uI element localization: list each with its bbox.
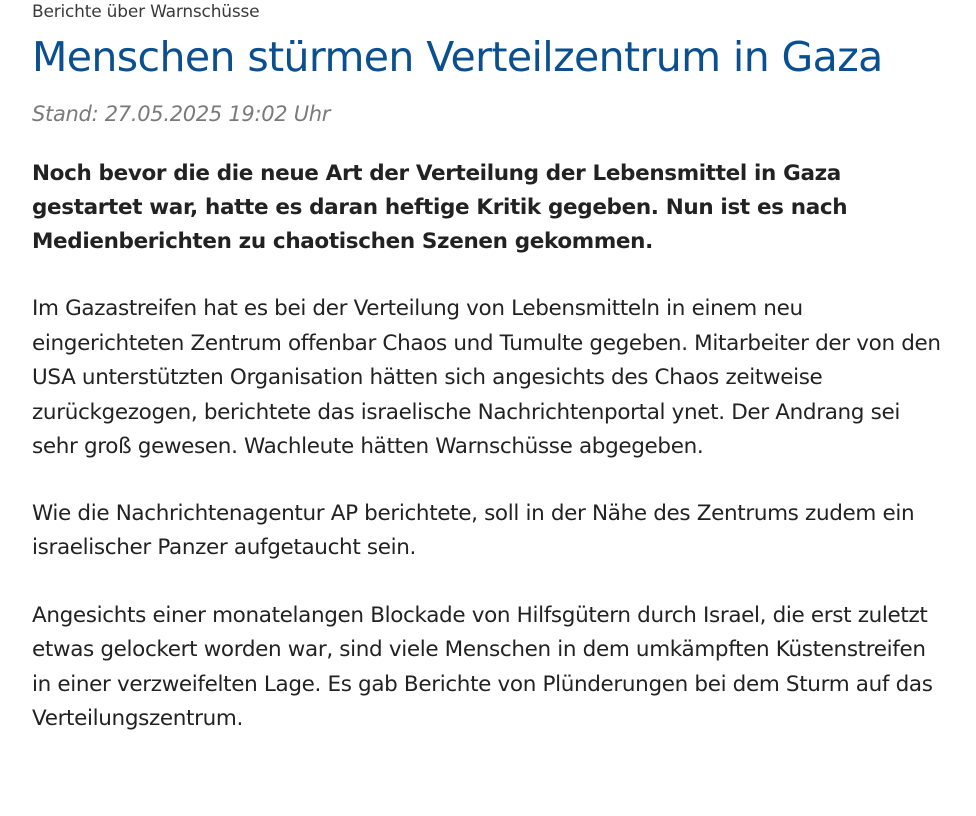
article-paragraph: Angesichts einer monatelangen Blockade von Hilfsgütern durch Israel, die erst zuletzt etwas gelockert worden war, sind viele Menschen in dem umkämpften Küstenstreifen in einer verzweifelten Lage. Es gab Berichte von Plünderungen bei dem Sturm auf das Verteilungszentrum. bbox=[32, 602, 933, 731]
article-headline: Menschen stürmen Verteilzentrum in Gaza bbox=[32, 33, 883, 81]
article-dateline: Stand: 27.05.2025 19:02 Uhr bbox=[32, 102, 331, 126]
article-lead: Noch bevor die die neue Art der Verteilung der Lebensmittel in Gaza gestartet war, hatte es daran heftige Kritik gegeben. Nun ist es nach Medienberichten zu chaotischen Szenen gekommen. bbox=[32, 161, 848, 254]
article-kicker: Berichte über Warnschüsse bbox=[32, 2, 260, 22]
article-paragraph: Wie die Nachrichtenagentur AP berichtete, soll in der Nähe des Zentrums zudem ein israelischer Panzer aufgetaucht sein. bbox=[32, 500, 915, 560]
article bbox=[32, 0, 952, 737]
article-paragraph: Im Gazastreifen hat es bei der Verteilung von Lebensmitteln in einem neu eingerichteten Zentrum offenbar Chaos und Tumulte gegeben. Mitarbeiter der von den USA unterstützten Organisation hätten sich angesichts des Chaos zeitweise zurückgezogen, berichtete das israelische Nachrichtenportal ynet. Der Andrang sei sehr groß gewesen. Wachleute hätten Warnschüsse abgegeben. bbox=[32, 296, 941, 459]
